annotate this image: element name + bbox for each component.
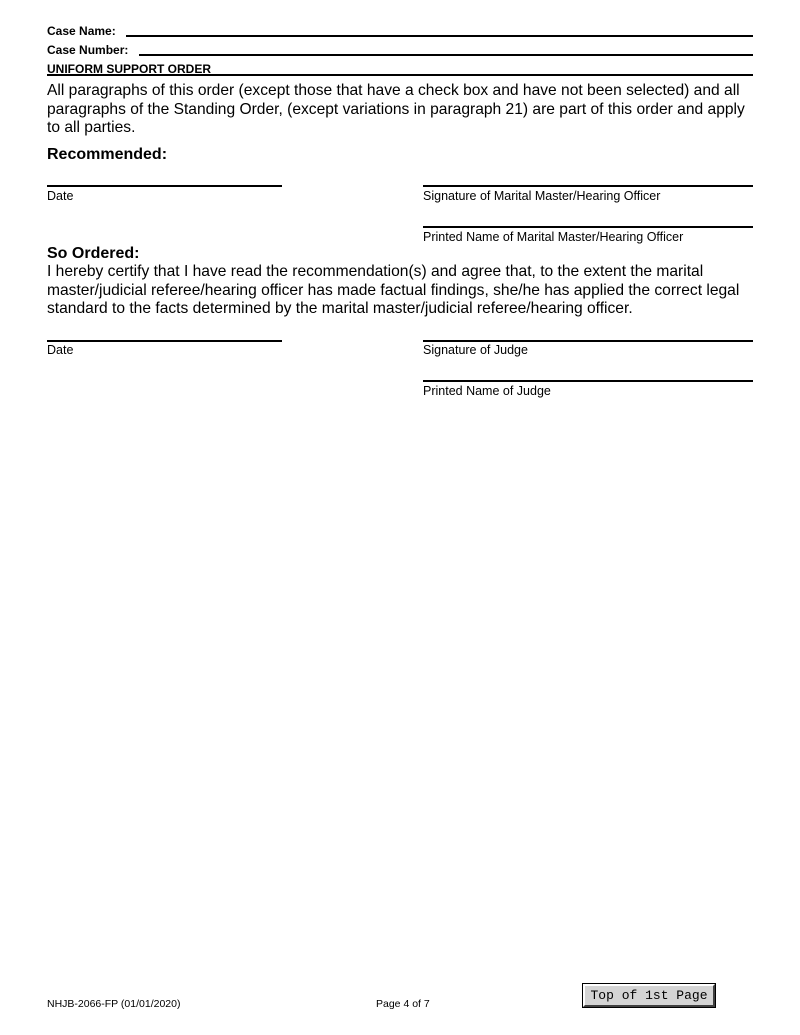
order-title: UNIFORM SUPPORT ORDER	[47, 62, 212, 76]
case-number-field[interactable]	[139, 54, 753, 56]
page-indicator: Page 4 of 7	[376, 998, 430, 1010]
judge-date-label: Date	[47, 343, 74, 357]
recommended-date-line[interactable]	[47, 185, 282, 187]
judge-signature-label: Signature of Judge	[423, 343, 528, 357]
form-id: NHJB-2066-FP (01/01/2020)	[47, 998, 181, 1010]
master-signature-label: Signature of Marital Master/Hearing Officer	[423, 189, 661, 203]
judge-printed-name-line[interactable]	[423, 380, 753, 382]
title-divider	[47, 74, 753, 76]
judge-date-line[interactable]	[47, 340, 282, 342]
judge-printed-name-label: Printed Name of Judge	[423, 384, 551, 398]
certification-paragraph: I hereby certify that I have read the recommendation(s) and agree that, to the extent the marital master/judicial referee/hearing officer has made factual findings, she/he has applied the correct legal standard to the facts determined by the marital master/judicial referee/hearing officer.	[47, 263, 740, 317]
case-number-label: Case Number:	[47, 43, 129, 57]
so-ordered-heading: So Ordered:	[47, 245, 140, 262]
top-of-first-page-button[interactable]: Top of 1st Page	[583, 984, 715, 1007]
judge-signature-line[interactable]	[423, 340, 753, 342]
master-printed-name-line[interactable]	[423, 226, 753, 228]
case-name-field[interactable]	[126, 35, 753, 37]
recommended-heading: Recommended:	[47, 146, 168, 163]
master-signature-line[interactable]	[423, 185, 753, 187]
case-name-label: Case Name:	[47, 24, 116, 38]
intro-paragraph: All paragraphs of this order (except those that have a check box and have not been selected) and all paragraphs of the Standing Order, (except variations in paragraph 21) are part of this order and apply to all parties.	[47, 82, 745, 136]
master-printed-name-label: Printed Name of Marital Master/Hearing Officer	[423, 230, 684, 244]
recommended-date-label: Date	[47, 189, 74, 203]
